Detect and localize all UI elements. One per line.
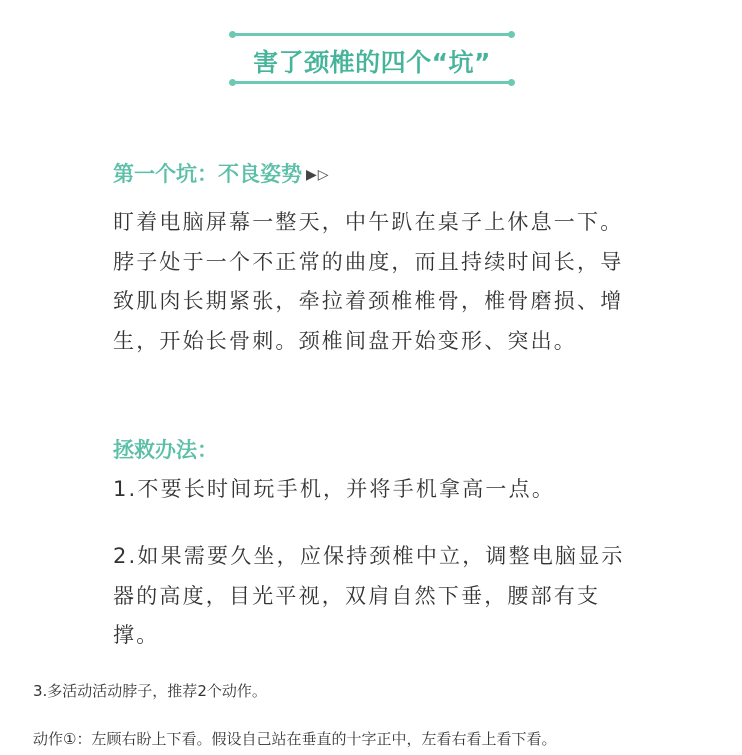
title-top-rule bbox=[232, 33, 512, 36]
exercise-1-description: 动作①：左顾右盼上下看。假设自己站在垂直的十字正中，左看右看上看下看。 bbox=[33, 730, 557, 748]
title-dot-top-left bbox=[229, 31, 236, 38]
remedy-item-3: 3.多活动活动脖子，推荐2个动作。 bbox=[33, 682, 267, 700]
section-body-paragraph: 盯着电脑屏幕一整天，中午趴在桌子上休息一下。脖子处于一个不正常的曲度，而且持续时间长，导致肌肉长期紧张，牵拉着颈椎椎骨，椎骨磨损、增生，开始长骨刺。颈椎间盘开始变形、突出。 bbox=[113, 210, 624, 353]
title-bottom-rule bbox=[232, 81, 512, 84]
play-icon: ▶▷ bbox=[306, 167, 330, 183]
title-frame bbox=[232, 31, 512, 87]
remedy-item-2: 2.如果需要久坐，应保持颈椎中立，调整电脑显示器的高度，目光平视，双肩自然下垂，腰部有支撑。 bbox=[113, 544, 625, 647]
remedy-item-1: 1.不要长时间玩手机，并将手机拿高一点。 bbox=[113, 477, 556, 501]
article-title: 害了颈椎的四个“坑” bbox=[253, 48, 491, 77]
title-dot-top-right bbox=[508, 31, 515, 38]
remedy-heading: 拯救办法： bbox=[113, 438, 218, 462]
section-heading-bad-posture bbox=[113, 158, 330, 188]
title-dot-bottom-left bbox=[229, 79, 236, 86]
section-heading-text: 第一个坑：不良姿势 bbox=[113, 162, 302, 186]
title-dot-bottom-right bbox=[508, 79, 515, 86]
